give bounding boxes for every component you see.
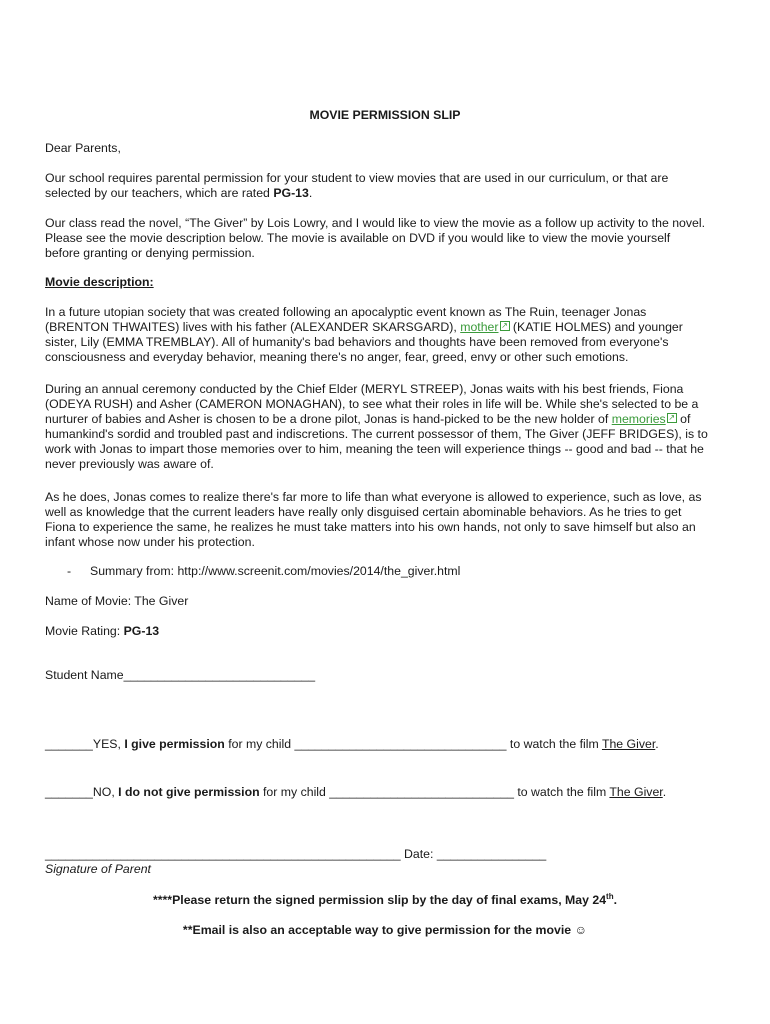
external-link-icon: ↗ <box>501 321 508 330</box>
email-note: **Email is also an acceptable way to give permission for the movie ☺ <box>182 923 588 937</box>
desc2-line-6: never previously was aware of. <box>45 457 214 471</box>
student-name-field: Student Name____________________________ <box>45 668 316 682</box>
document-title: MOVIE PERMISSION SLIP <box>309 108 461 122</box>
return-note: ****Please return the signed permission slip by the day of final exams, May 24th. <box>152 891 618 907</box>
summary-source: Summary from: http://www.screenit.com/movies/2014/the_giver.html <box>90 564 461 578</box>
desc2-line-2: (ODEYA RUSH) and Asher (CAMERON MONAGHAN), to see what their roles in life will be. While she's selected to be a <box>45 397 699 411</box>
desc2-line-5: work with Jonas to impart those memories over to him, meaning the teen will experience things -- good and bad -- that he <box>45 442 704 456</box>
desc1-line-2: (BRENTON THWAITES) lives with his father (ALEXANDER SKARSGARD), mother ↗ (KATIE HOLMES) and younger <box>45 320 683 334</box>
desc1-line-3: sister, Lily (EMMA TREMBLAY). All of humanity's bad behaviors and thoughts have been removed from everyone's <box>45 335 669 349</box>
rating-inline: PG-13 <box>273 186 309 200</box>
movie-name: Name of Movie: The Giver <box>45 594 189 608</box>
yes-permission-line: _______YES, I give permission for my child _______________________________ to watch the film The Giver. <box>45 737 659 751</box>
movie-rating: Movie Rating: PG-13 <box>45 624 160 638</box>
desc3-line-2: well as knowledge that the current leaders have really only disguised certain abominable behaviors. As he tries to get <box>45 505 682 519</box>
desc3-line-3: Fiona to experience the same, he realizes he must take matters into his own hands, not only to save himself but also an <box>45 520 696 534</box>
movie-description-heading: Movie description: <box>45 275 154 289</box>
no-permission-line: _______NO, I do not give permission for my child ___________________________ to watch the film The Giver. <box>45 785 667 799</box>
desc1-line-4: consciousness and everyday behavior, meaning there's no anger, fear, greed, envy or other such emotions. <box>45 350 629 364</box>
desc2-line-4: humankind's sordid and troubled past and indiscretions. The current possessor of them, The Giver (JEFF BRIDGES), is to <box>45 427 708 441</box>
intro-line-1: Our school requires parental permission for your student to view movies that are used in our curriculum, or that are <box>45 171 669 185</box>
signature-date-line: ____________________________________________________ Date: ________________ <box>45 847 547 861</box>
desc3-line-4: infant whose now under his protection. <box>45 535 255 549</box>
class-para-line-3: before granting or denying permission. <box>45 246 255 260</box>
intro-line-2: selected by our teachers, which are rated PG-13. <box>45 186 313 200</box>
desc2-line-1: During an annual ceremony conducted by the Chief Elder (MERYL STREEP), Jonas waits with his best friends, Fiona <box>45 382 684 396</box>
greeting: Dear Parents, <box>45 141 121 155</box>
desc1-line-1: In a future utopian society that was created following an apocalyptic event known as The Ruin, teenager Jonas <box>45 305 647 319</box>
external-link-icon: ↗ <box>668 413 676 422</box>
mother-link[interactable]: mother <box>460 320 499 334</box>
summary-bullet: - <box>67 564 72 578</box>
desc2-line-3: nurturer of babies and Asher is chosen to be a drone pilot, Jonas is hand-picked to be the new holder of memories ↗ of <box>45 412 691 426</box>
class-para-line-1: Our class read the novel, “The Giver” by Lois Lowry, and I would like to view the movie as a follow up activity to the novel. <box>45 216 706 230</box>
signature-label: Signature of Parent <box>45 862 151 876</box>
class-para-line-2: Please see the movie description below. The movie is available on DVD if you would like to view the movie yourself <box>45 231 671 245</box>
desc3-line-1: As he does, Jonas comes to realize there's far more to life than what everyone is allowed to experience, such as love, as <box>45 490 702 504</box>
memories-link[interactable]: memories <box>611 412 666 426</box>
